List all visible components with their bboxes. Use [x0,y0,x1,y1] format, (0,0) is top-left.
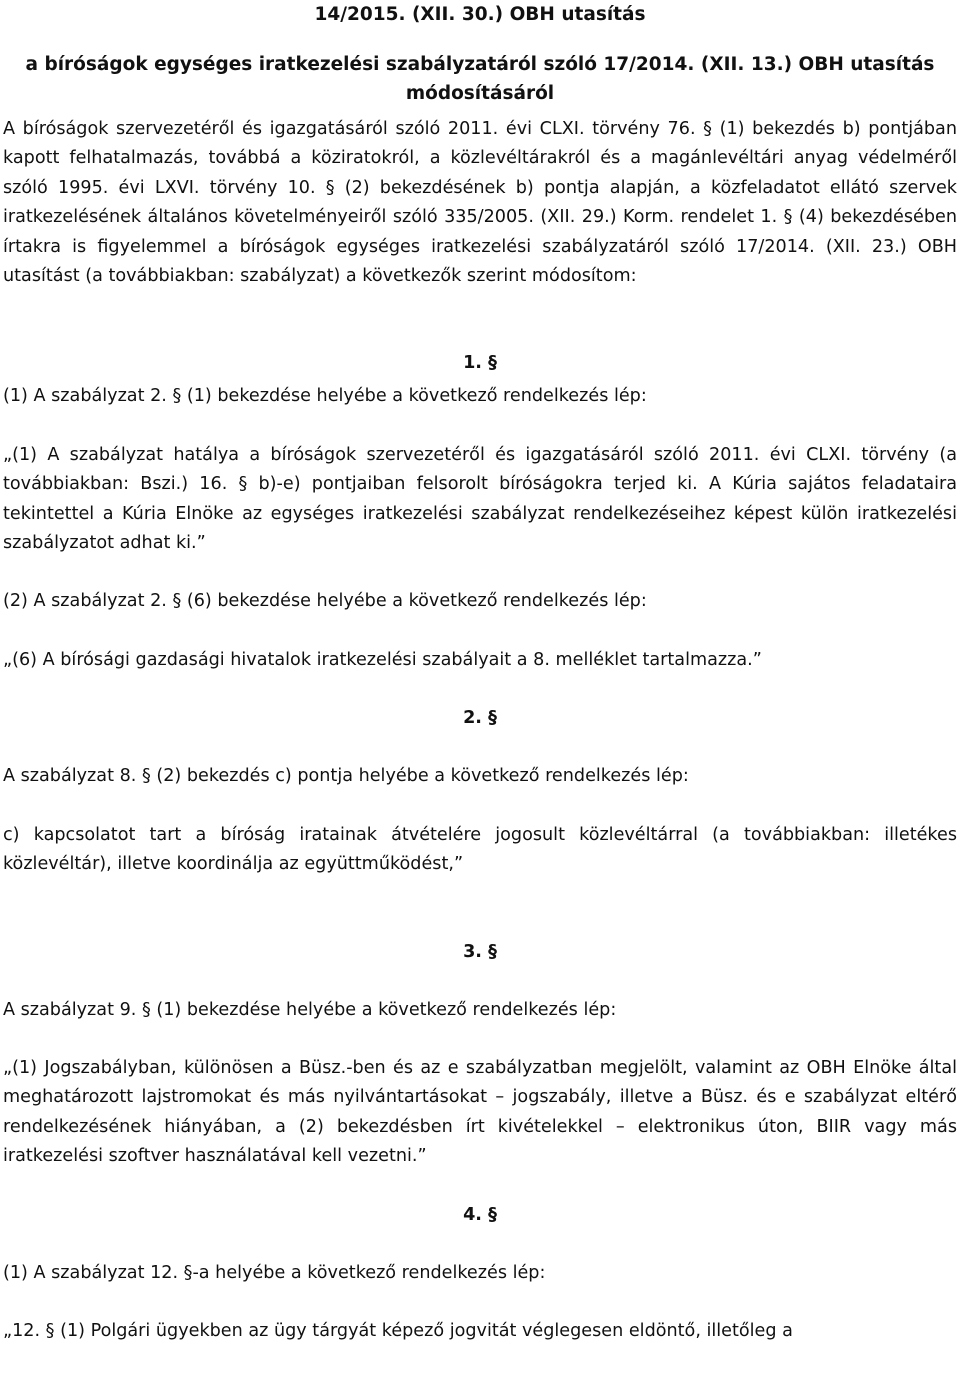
section-heading-4: 4. § [463,1204,497,1225]
section-3-paragraph-1: A szabályzat 9. § (1) bekezdése helyébe a következő rendelkezés lép: [3,999,617,1020]
section-heading-1: 1. § [463,353,497,374]
section-heading-2: 2. § [463,708,497,729]
section-4-quote-1: „12. § (1) Polgári ügyekben az ügy tárgyát képező jogvitát véglegesen eldöntő, illetőleg a [3,1320,793,1341]
section-1-paragraph-2: (2) A szabályzat 2. § (6) bekezdése helyébe a következő rendelkezés lép: [3,591,647,612]
section-2-paragraph-1: A szabályzat 8. § (2) bekezdés c) pontja helyébe a következő rendelkezés lép: [3,766,689,787]
document-subtitle: a bíróságok egységes iratkezelési szabályzatáról szóló 17/2014. (XII. 13.) OBH utasítás módosításáról [25,54,935,104]
section-1-paragraph-1: (1) A szabályzat 2. § (1) bekezdése helyébe a következő rendelkezés lép: [3,386,647,407]
section-1-quote-2: „(6) A bírósági gazdasági hivatalok iratkezelési szabályait a 8. melléklet tartalmazza.” [3,649,762,670]
section-heading-3: 3. § [463,941,497,962]
section-4-paragraph-1: (1) A szabályzat 12. §-a helyébe a következő rendelkezés lép: [3,1262,546,1283]
document-page [3,0,957,1346]
section-3-quote-1: „(1) Jogszabályban, különösen a Büsz.-ben és az e szabályzatban megjelölt, valamint az OBH Elnöke által meghatározott lajstromokat és más nyilvántartásokat – jogszabály, illetve a Büsz. és e szabályzat eltérő rendelkezésének hiányában, a (2) bekezdésben írt kivételekkel – elektronikus úton, BIIR vagy más iratkezelési szoftver használatával kell vezetni.” [3,1057,957,1167]
section-2-quote-1: c) kapcsolatot tart a bíróság iratainak átvételére jogosult közlevéltárral (a továbbiakban: illetékes közlevéltár), illetve koordinálja az együttműködést,” [3,824,957,875]
section-1-quote-1: „(1) A szabályzat hatálya a bíróságok szervezetéről és igazgatásáról szóló 2011. évi CLXI. törvény (a továbbiakban: Bszi.) 16. § b)-e) pontjaiban felsorolt bíróságokra terjed ki. A Kúria sajátos feladataira tekintettel a Kúria Elnöke az egységes iratkezelési szabályzat rendelkezéseihez képest külön iratkezelési szabályzatot adhat ki.” [3,444,957,554]
preamble-paragraph: A bíróságok szervezetéről és igazgatásáról szóló 2011. évi CLXI. törvény 76. § (1) bekezdés b) pontjában kapott felhatalmazás, továbbá a köziratokról, a közlevéltárakról és a magánlevéltári anyag védelméről szóló 1995. évi LXVI. törvény 10. § (2) bekezdésének b) pontja alapján, a közfeladatot ellátó szervek iratkezelésének általános követelményeiről szóló 335/2005. (XII. 29.) Korm. rendelet 1. § (4) bekezdésében írtakra is figyelemmel a bíróságok egységes iratkezelési szabályzatáról szóló 17/2014. (XII. 23.) OBH utasítást (a továbbiakban: szabályzat) a következők szerint módosítom: [3,119,957,287]
document-title: 14/2015. (XII. 30.) OBH utasítás [314,4,646,25]
